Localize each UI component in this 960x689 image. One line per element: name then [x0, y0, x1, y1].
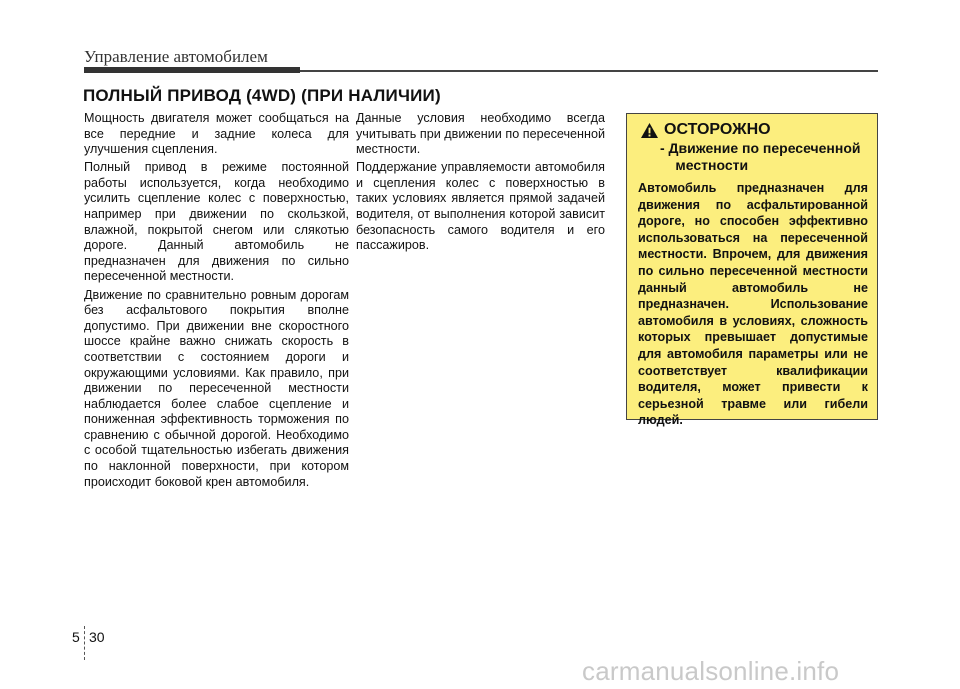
warning-body: Автомобиль предназначен для движения по асфальтированной дороге, но способен эффективно использоваться на пересеченной местности. Впрочем, для движения по сильно пересеченной местности данный автомобиль не предназначен. Использование автомобиля в условиях, сложность которых превышает допустимые для автомобиля параметры или не соответствует квалификации водителя, может привести к серьезной травме или гибели людей.	[638, 181, 868, 428]
section-number: 5	[72, 629, 80, 645]
paragraph: Данные условия необходимо всегда учитывать при движении по пересеченной местности.	[356, 111, 605, 157]
page-number-divider	[84, 626, 86, 660]
paragraph: Мощность двигателя может сообщаться на все передние и задние колеса для улучшения сцепления.	[84, 111, 349, 157]
paragraph: Полный привод в режиме постоянной работы используется, когда необходимо усилить сцепление колес с поверхностью, например при движении по скользкой, влажной, покрытой снегом или слякотью дороге. Данный автомобиль не предназначен для движения по сильно пересеченной местности.	[84, 160, 349, 284]
paragraph: Поддержание управляемости автомобиля и сцепления колес с поверхностью в таких условиях является прямой задачей водителя, от выполнения которой зависит безопасность самого водителя и его пассажиров.	[356, 160, 605, 253]
warning-box	[626, 113, 878, 428]
section-title: ПОЛНЫЙ ПРИВОД (4WD) (ПРИ НАЛИЧИИ)	[83, 86, 441, 105]
text-column-1	[84, 111, 349, 493]
paragraph: Движение по сравнительно ровным дорогам без асфальтового покрытия вполне допустимо. При движении вне скоростного шоссе крайне важно снижать скорость в соответствии с состоянием дороги и окружающими условиями. Как правило, при движении по пересеченной местности наблюдается более слабое сцепление и пониженная эффективность торможения по сравнению с обычной дорогой. Необходимо с особой тщательностью избегать движения по наклонной поверхности, при котором происходит боковой крен автомобиля.	[84, 287, 349, 489]
warning-triangle-icon	[640, 122, 659, 139]
text-column-2	[356, 111, 605, 256]
header-rule-thin	[300, 70, 878, 72]
warning-subtitle: - Движение по пересеченной местности	[660, 140, 861, 173]
warning-title: ОСТОРОЖНО	[664, 121, 771, 138]
header-rule-thick	[84, 67, 300, 73]
page-header-title: Управление автомобилем	[84, 47, 268, 66]
page-number: 30	[89, 629, 105, 645]
warning-header	[640, 121, 868, 139]
watermark: carmanualsonline.info	[582, 656, 840, 686]
